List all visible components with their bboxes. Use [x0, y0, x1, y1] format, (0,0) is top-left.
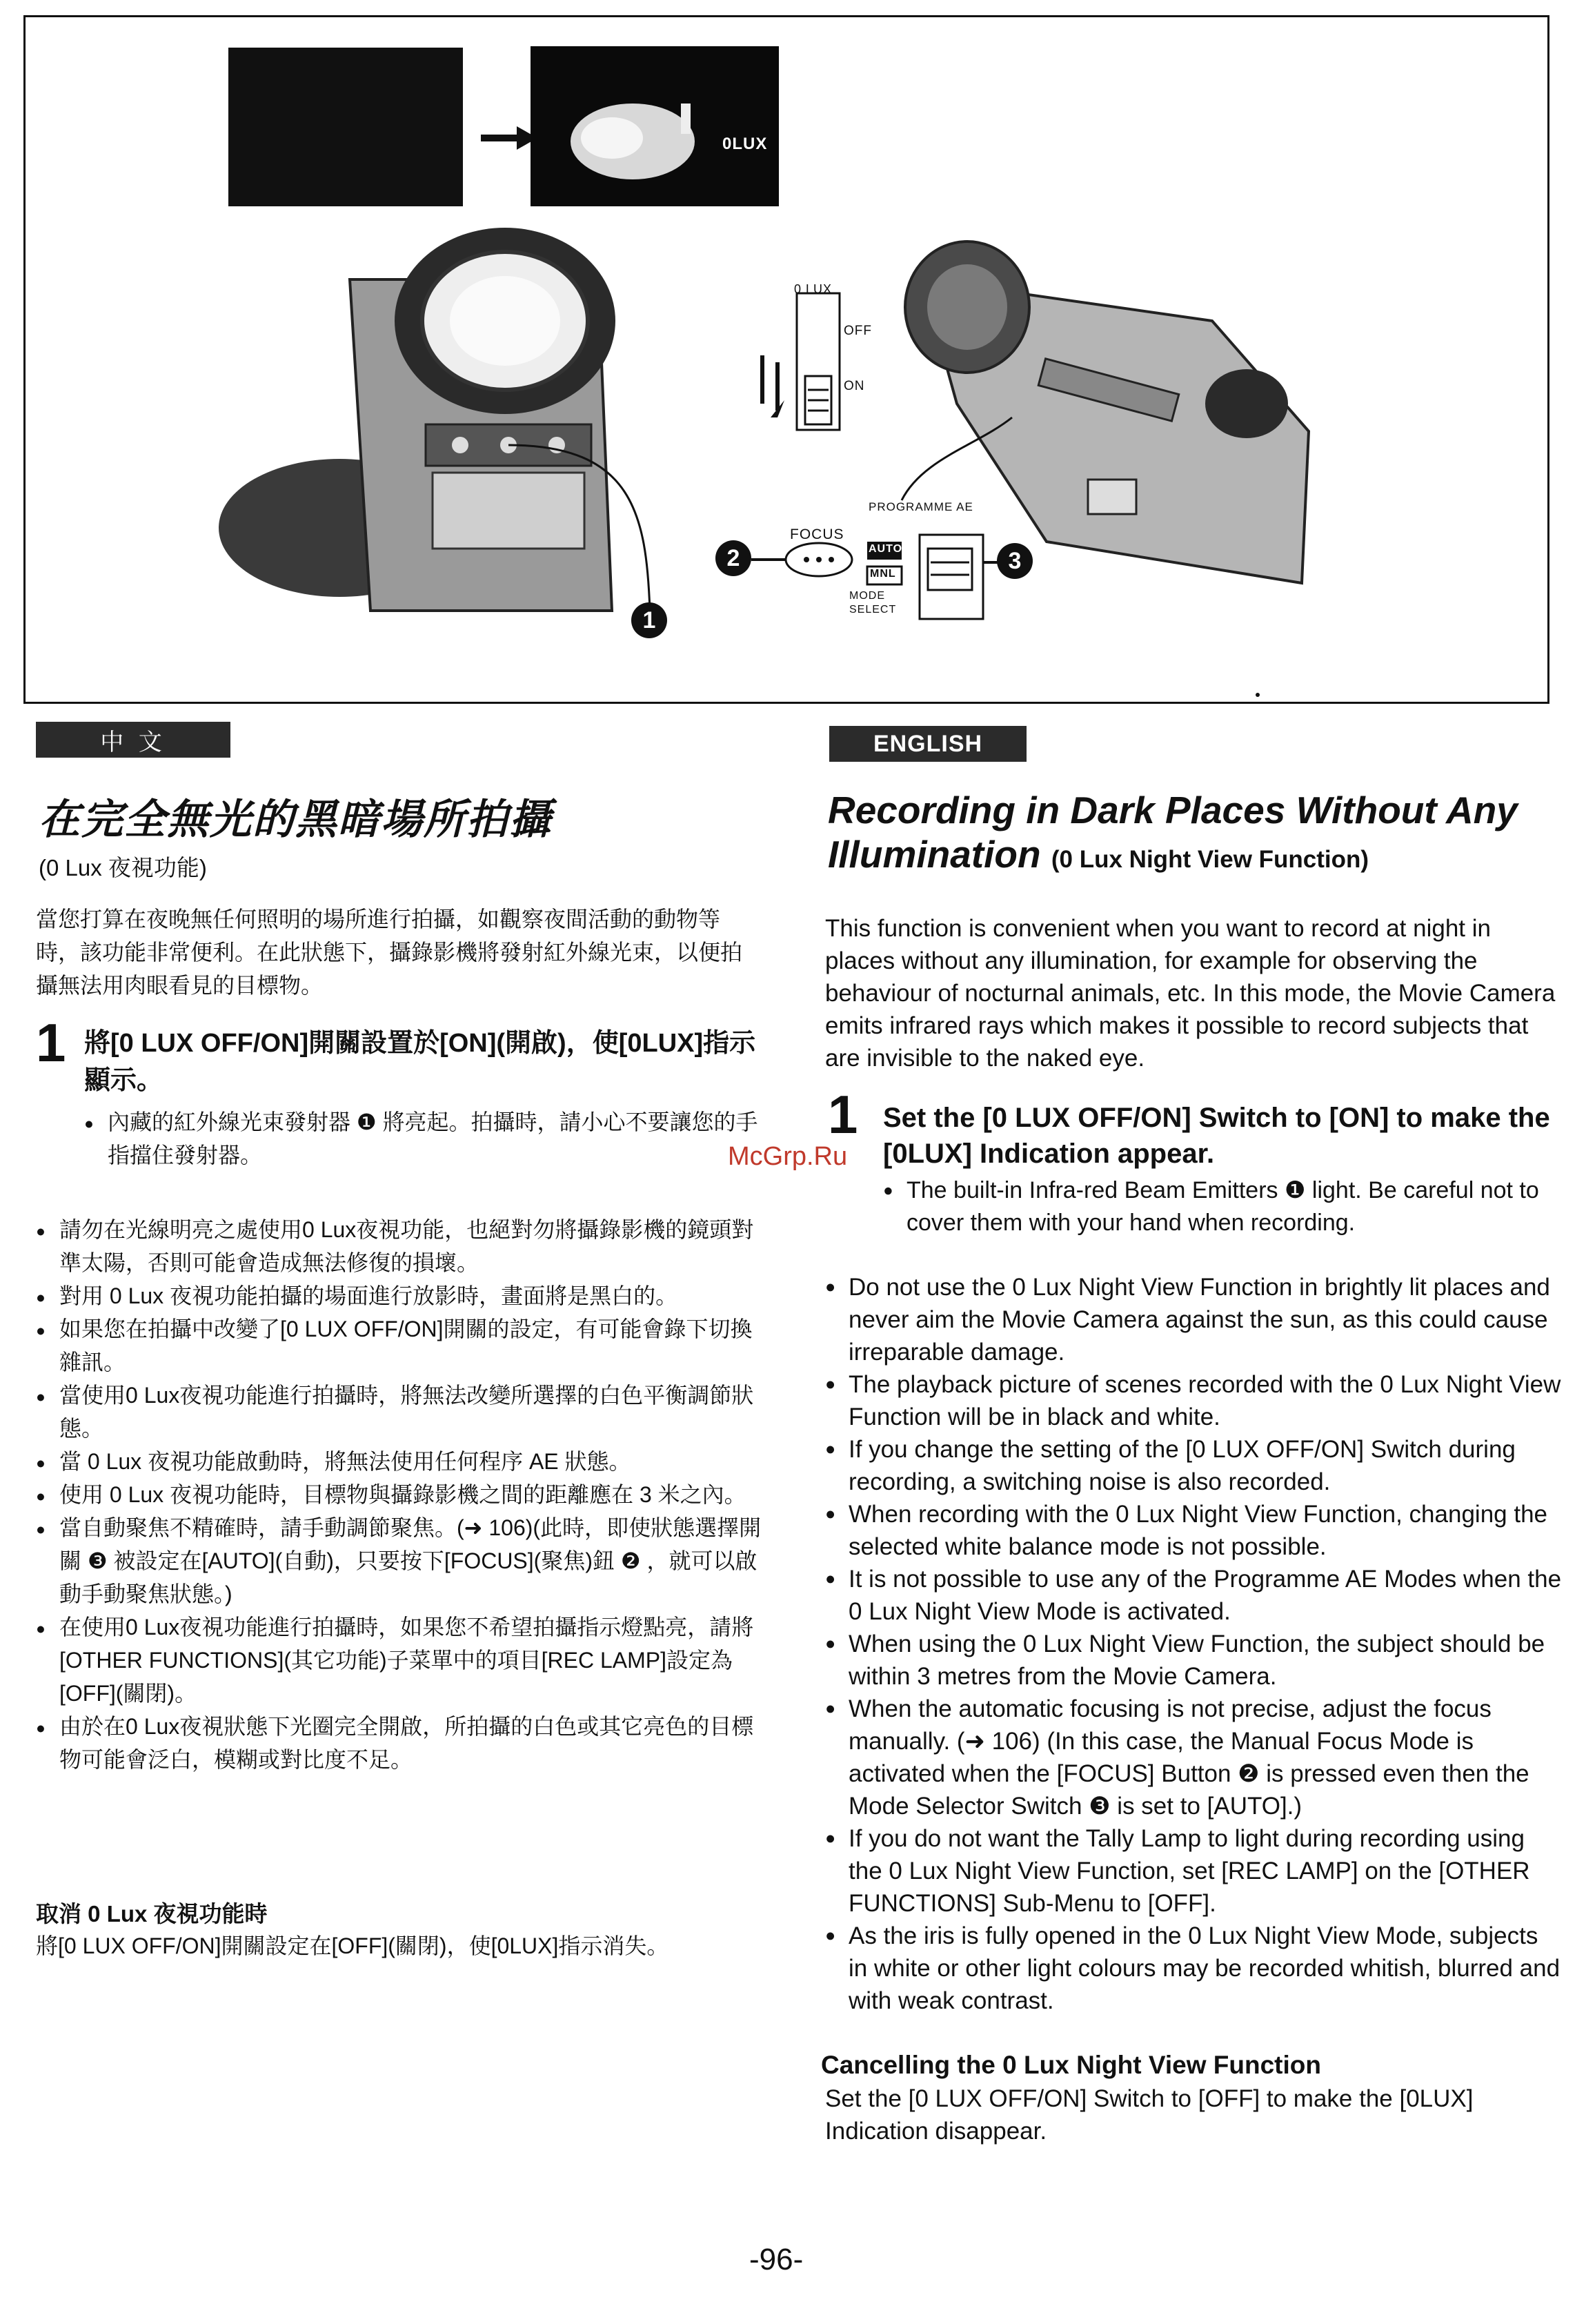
english-notes-list — [825, 1271, 1563, 2017]
english-step-text: Set the [0 LUX OFF/ON] Switch to [ON] to make the [0LUX] Indication appear. — [883, 1103, 1550, 1169]
viewfinder — [1205, 369, 1288, 438]
chinese-subtitle: (0 Lux 夜視功能) — [39, 855, 207, 880]
focus-label: FOCUS — [790, 526, 844, 542]
switch-label-0lux: 0 LUX — [794, 282, 833, 296]
english-note: ● Do not use the 0 Lux Night View Function in brightly lit places and never aim the Movie Camera against the sun, as this could cause irreparable damage. — [825, 1271, 1563, 1368]
page-number: -96- — [749, 2243, 804, 2276]
chinese-step-text: 將[0 LUX OFF/ON]開關設置於[ON](開啟)，使[0LUX]指示顯示。 — [84, 1029, 756, 1095]
mnl-label: MNL — [870, 568, 896, 580]
english-title — [828, 788, 1573, 882]
chinese-note: ● 請勿在光線明亮之處使用0 Lux夜視功能，也絕對勿將攝錄影機的鏡頭對準太陽，否則可能會造成無法修復的損壞。 — [36, 1213, 762, 1279]
illustration-frame — [23, 15, 1549, 704]
chinese-note: ● 對用 0 Lux 夜視功能拍攝的場面進行放影時，畫面將是黑白的。 — [36, 1279, 762, 1312]
english-note: ● When recording with the 0 Lux Night View Function, changing the selected white balance mode is not possible. — [825, 1498, 1563, 1563]
camera-illustration — [26, 17, 1549, 704]
english-cancel-text: Set the [0 LUX OFF/ON] Switch to [OFF] to make the [0LUX] Indication disappear. — [825, 2085, 1474, 2145]
chinese-note: ● 使用 0 Lux 夜視功能時，目標物與攝錄影機之間的距離應在 3 米之內。 — [36, 1478, 762, 1511]
chinese-note: ● 如果您在拍攝中改變了[0 LUX OFF/ON]開關的設定，有可能會錄下切換雜訊。 — [36, 1312, 762, 1379]
english-note: ● If you do not want the Tally Lamp to light during recording using the 0 Lux Night View Function, set [REC LAMP] on the [OTHER FUNCTIONS] Sub-Menu to [OFF]. — [825, 1822, 1563, 1920]
english-note: ● When using the 0 Lux Night View Function, the subject should be within 3 metres from the Movie Camera. — [825, 1628, 1563, 1693]
chinese-step-number: 1 — [36, 1012, 66, 1073]
chinese-notes-list — [36, 1213, 762, 1776]
screen-label-0lux: 0LUX — [722, 135, 768, 153]
english-note: ● When the automatic focusing is not precise, adjust the focus manually. (➜ 106) (In this case, the Manual Focus Mode is activated when the [FOCUS] Button ❷ is pressed even then the Mode Selector Switch ❸ is set to [AUTO].) — [825, 1693, 1563, 1822]
watermark: McGrp.Ru — [728, 1142, 848, 1171]
tab-english: ENGLISH — [829, 726, 1027, 762]
chinese-title: 在完全無光的黑暗場所拍攝 — [39, 796, 552, 844]
english-cancel-heading: Cancelling the 0 Lux Night View Function — [821, 2051, 1321, 2079]
ir-emitter-left — [452, 437, 468, 453]
chinese-step-note-list — [84, 1105, 767, 1172]
auto-label: AUTO — [869, 543, 903, 555]
english-title-sub: (0 Lux Night View Function) — [1051, 846, 1369, 873]
english-note: ● The playback picture of scenes recorded with the 0 Lux Night View Function will be in black and white. — [825, 1368, 1563, 1433]
badge-2: 2 — [715, 540, 751, 576]
screen-dark — [228, 48, 463, 206]
english-note: ● It is not possible to use any of the Programme AE Modes when the 0 Lux Night View Mode is activated. — [825, 1563, 1563, 1628]
english-step-number: 1 — [828, 1084, 858, 1145]
mode-select-label-2: SELECT — [849, 604, 897, 616]
tab-chinese: 中 文 — [36, 722, 230, 758]
badge-3: 3 — [997, 543, 1033, 579]
programme-ae-label: PROGRAMME AE — [869, 500, 973, 513]
english-note: ● As the iris is fully opened in the 0 Lux Night View Mode, subjects in white or other light colours may be recorded whitish, blurred and with weak contrast. — [825, 1920, 1563, 2017]
english-step-note-list — [883, 1174, 1559, 1239]
english-intro: This function is convenient when you want to record at night in places without any illumination, for example for observing the behaviour of nocturnal animals, etc. In this mode, the Movie Camera emits infrared rays which makes it possible to record subjects that are invisible to the naked eye. — [825, 915, 1556, 1072]
mode-select-label-1: MODE — [849, 590, 885, 602]
english-step-note: ● The built-in Infra-red Beam Emitters ❶ light. Be careful not to cover them with your hand when recording. — [883, 1174, 1559, 1239]
switch-label-on: ON — [844, 379, 865, 393]
chinese-step-note: ● 內藏的紅外線光束發射器 ❶ 將亮起。拍攝時，請小心不要讓您的手指擋住發射器。 — [84, 1105, 767, 1172]
chinese-note: ● 當 0 Lux 夜視功能啟動時，將無法使用任何程序 AE 狀態。 — [36, 1445, 762, 1478]
badge-1: 1 — [631, 602, 667, 638]
chinese-note: ● 在使用0 Lux夜視功能進行拍攝時，如果您不希望拍攝指示燈點亮，請將[OTHER FUNCTIONS](其它功能)子菜單中的項目[REC LAMP]設定為[OFF](關閉)。 — [36, 1611, 762, 1710]
chinese-note: ● 當自動聚焦不精確時，請手動調節聚焦。(➜ 106)(此時，即使狀態選擇開關 ❸ 被設定在[AUTO](自動)，只要按下[FOCUS](聚焦)鈕 ❷ ，就可以啟動手動聚焦狀態。) — [36, 1511, 762, 1611]
chinese-cancel-heading: 取消 0 Lux 夜視功能時 — [36, 1901, 268, 1927]
english-title-main: Recording in Dark Places Without Any Illumination — [828, 789, 1518, 876]
chinese-cancel-text: 將[0 LUX OFF/ON]開關設定在[OFF](關閉)，使[0LUX]指示消失。 — [36, 1933, 669, 1958]
english-note: ● If you change the setting of the [0 LUX OFF/ON] Switch during recording, a switching noise is also recorded. — [825, 1433, 1563, 1498]
chinese-note: ● 由於在0 Lux夜視狀態下光圈完全開啟，所拍攝的白色或其它亮色的目標物可能會泛白，模糊或對比度不足。 — [36, 1710, 762, 1776]
chinese-intro: 當您打算在夜晚無任何照明的場所進行拍攝，如觀察夜間活動的動物等時，該功能非常便利。在此狀態下，攝錄影機將發射紅外線光束，以便拍攝無法用肉眼看見的目標物。 — [36, 907, 743, 998]
switch-label-off: OFF — [844, 324, 872, 338]
chinese-note: ● 當使用0 Lux夜視功能進行拍攝時，將無法改變所選擇的白色平衡調節狀態。 — [36, 1379, 762, 1445]
